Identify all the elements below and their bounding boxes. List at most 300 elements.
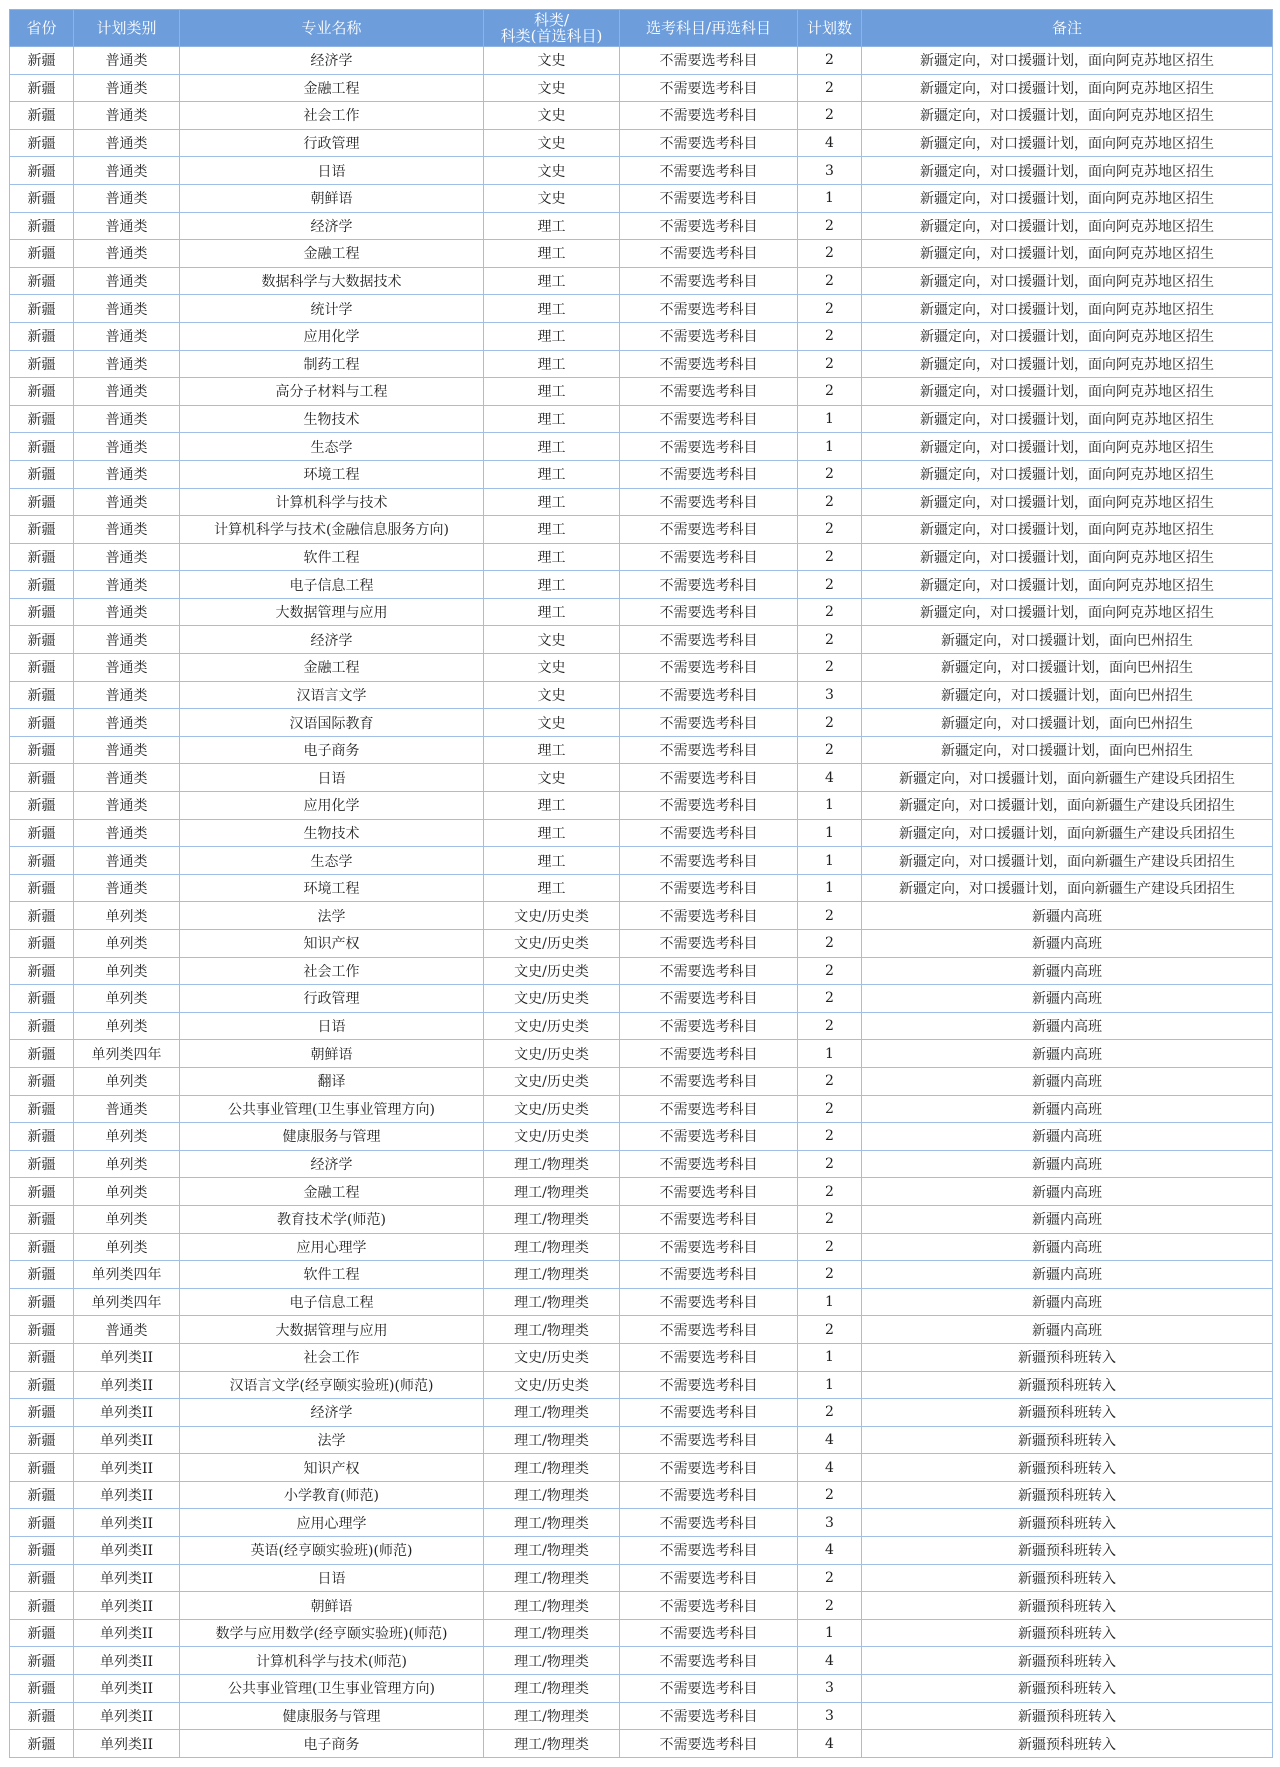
cell-province: 新疆: [10, 405, 74, 433]
table-row: [10, 1399, 1273, 1427]
table-row: [10, 74, 1273, 102]
cell-remarks: 新疆定向，对口援疆计划，面向阿克苏地区招生: [862, 157, 1273, 185]
cell-province: 新疆: [10, 1316, 74, 1344]
cell-major-name: 社会工作: [180, 1343, 484, 1371]
cell-major-name: 金融工程: [180, 74, 484, 102]
cell-plan-count: 2: [798, 212, 862, 240]
cell-plan-category: 普通类: [74, 874, 180, 902]
cell-province: 新疆: [10, 1012, 74, 1040]
cell-major-name: 法学: [180, 1426, 484, 1454]
cell-province: 新疆: [10, 654, 74, 682]
cell-subject-category: 文史: [484, 74, 620, 102]
table-row: [10, 1316, 1273, 1344]
cell-plan-count: 2: [798, 1261, 862, 1289]
cell-remarks: 新疆定向，对口援疆计划，面向阿克苏地区招生: [862, 74, 1273, 102]
cell-province: 新疆: [10, 1040, 74, 1068]
cell-major-name: 计算机科学与技术(师范): [180, 1647, 484, 1675]
cell-elective-subjects: 不需要选考科目: [620, 847, 798, 875]
cell-remarks: 新疆定向，对口援疆计划，面向阿克苏地区招生: [862, 47, 1273, 75]
table-row: [10, 322, 1273, 350]
cell-elective-subjects: 不需要选考科目: [620, 47, 798, 75]
table-row: [10, 543, 1273, 571]
cell-plan-category: 单列类四年: [74, 1040, 180, 1068]
cell-plan-category: 单列类四年: [74, 1288, 180, 1316]
cell-plan-count: 2: [798, 654, 862, 682]
cell-plan-count: 2: [798, 1150, 862, 1178]
cell-plan-category: 单列类: [74, 985, 180, 1013]
cell-subject-category: 理工/物理类: [484, 1399, 620, 1427]
table-row: [10, 819, 1273, 847]
cell-elective-subjects: 不需要选考科目: [620, 736, 798, 764]
cell-remarks: 新疆内高班: [862, 1316, 1273, 1344]
table-header-row: [10, 10, 1273, 47]
cell-remarks: 新疆内高班: [862, 930, 1273, 958]
cell-major-name: 计算机科学与技术: [180, 488, 484, 516]
cell-plan-count: 4: [798, 1647, 862, 1675]
table-row: [10, 295, 1273, 323]
cell-plan-category: 普通类: [74, 792, 180, 820]
cell-major-name: 环境工程: [180, 460, 484, 488]
cell-subject-category: 理工: [484, 212, 620, 240]
cell-remarks: 新疆定向，对口援疆计划，面向阿克苏地区招生: [862, 322, 1273, 350]
table-row: [10, 1288, 1273, 1316]
cell-subject-category: 文史: [484, 654, 620, 682]
cell-elective-subjects: 不需要选考科目: [620, 433, 798, 461]
cell-plan-category: 普通类: [74, 681, 180, 709]
cell-subject-category: 理工: [484, 322, 620, 350]
cell-plan-count: 3: [798, 1509, 862, 1537]
cell-major-name: 数据科学与大数据技术: [180, 267, 484, 295]
cell-major-name: 日语: [180, 1012, 484, 1040]
table-row: [10, 1592, 1273, 1620]
cell-subject-category: 文史/历史类: [484, 1012, 620, 1040]
cell-province: 新疆: [10, 847, 74, 875]
cell-subject-category: 理工/物理类: [484, 1592, 620, 1620]
cell-subject-category: 理工: [484, 571, 620, 599]
cell-plan-count: 2: [798, 985, 862, 1013]
cell-remarks: 新疆定向，对口援疆计划，面向阿克苏地区招生: [862, 460, 1273, 488]
cell-remarks: 新疆预科班转入: [862, 1426, 1273, 1454]
cell-plan-count: 2: [798, 902, 862, 930]
table-row: [10, 460, 1273, 488]
cell-province: 新疆: [10, 295, 74, 323]
cell-major-name: 知识产权: [180, 1454, 484, 1482]
cell-subject-category: 理工/物理类: [484, 1675, 620, 1703]
cell-elective-subjects: 不需要选考科目: [620, 74, 798, 102]
cell-plan-count: 2: [798, 736, 862, 764]
header-subject-category: 科类/ 科类(首选科目): [484, 10, 620, 47]
cell-subject-category: 文史: [484, 681, 620, 709]
cell-province: 新疆: [10, 681, 74, 709]
cell-major-name: 汉语言文学(经亨颐实验班)(师范): [180, 1371, 484, 1399]
cell-province: 新疆: [10, 1399, 74, 1427]
cell-major-name: 电子商务: [180, 1730, 484, 1758]
table-row: [10, 709, 1273, 737]
cell-plan-count: 2: [798, 1123, 862, 1151]
cell-remarks: 新疆预科班转入: [862, 1481, 1273, 1509]
cell-plan-count: 1: [798, 433, 862, 461]
cell-plan-count: 2: [798, 74, 862, 102]
cell-remarks: 新疆定向，对口援疆计划，面向新疆生产建设兵团招生: [862, 819, 1273, 847]
cell-plan-category: 普通类: [74, 543, 180, 571]
cell-province: 新疆: [10, 516, 74, 544]
table-row: [10, 1123, 1273, 1151]
cell-major-name: 金融工程: [180, 654, 484, 682]
table-row: [10, 1012, 1273, 1040]
cell-elective-subjects: 不需要选考科目: [620, 1702, 798, 1730]
cell-plan-count: 1: [798, 1343, 862, 1371]
table-row: [10, 792, 1273, 820]
cell-province: 新疆: [10, 902, 74, 930]
table-row: [10, 516, 1273, 544]
table-row: [10, 1481, 1273, 1509]
cell-major-name: 日语: [180, 1564, 484, 1592]
cell-plan-category: 普通类: [74, 709, 180, 737]
cell-elective-subjects: 不需要选考科目: [620, 1040, 798, 1068]
cell-subject-category: 文史/历史类: [484, 1371, 620, 1399]
table-row: [10, 1426, 1273, 1454]
cell-province: 新疆: [10, 1371, 74, 1399]
table-row: [10, 240, 1273, 268]
table-row: [10, 654, 1273, 682]
cell-elective-subjects: 不需要选考科目: [620, 1481, 798, 1509]
table-row: [10, 571, 1273, 599]
cell-remarks: 新疆预科班转入: [862, 1647, 1273, 1675]
cell-subject-category: 文史/历史类: [484, 902, 620, 930]
cell-remarks: 新疆内高班: [862, 1040, 1273, 1068]
cell-plan-count: 3: [798, 1702, 862, 1730]
cell-remarks: 新疆内高班: [862, 1178, 1273, 1206]
cell-remarks: 新疆定向，对口援疆计划，面向巴州招生: [862, 709, 1273, 737]
cell-elective-subjects: 不需要选考科目: [620, 1537, 798, 1565]
cell-plan-count: 1: [798, 792, 862, 820]
cell-elective-subjects: 不需要选考科目: [620, 1399, 798, 1427]
cell-major-name: 法学: [180, 902, 484, 930]
cell-plan-count: 4: [798, 1426, 862, 1454]
cell-subject-category: 理工/物理类: [484, 1730, 620, 1758]
cell-subject-category: 理工/物理类: [484, 1564, 620, 1592]
header-remarks: 备注: [862, 10, 1273, 47]
cell-subject-category: 理工: [484, 488, 620, 516]
cell-remarks: 新疆定向，对口援疆计划，面向阿克苏地区招生: [862, 129, 1273, 157]
table-row: [10, 1675, 1273, 1703]
cell-plan-count: 1: [798, 1371, 862, 1399]
cell-province: 新疆: [10, 1564, 74, 1592]
cell-elective-subjects: 不需要选考科目: [620, 322, 798, 350]
table-row: [10, 1040, 1273, 1068]
cell-major-name: 电子信息工程: [180, 571, 484, 599]
cell-plan-category: 普通类: [74, 350, 180, 378]
cell-remarks: 新疆定向，对口援疆计划，面向巴州招生: [862, 736, 1273, 764]
cell-plan-count: 2: [798, 1067, 862, 1095]
cell-remarks: 新疆定向，对口援疆计划，面向阿克苏地区招生: [862, 488, 1273, 516]
cell-plan-count: 2: [798, 267, 862, 295]
cell-subject-category: 理工/物理类: [484, 1205, 620, 1233]
cell-province: 新疆: [10, 1178, 74, 1206]
cell-elective-subjects: 不需要选考科目: [620, 212, 798, 240]
cell-elective-subjects: 不需要选考科目: [620, 654, 798, 682]
cell-province: 新疆: [10, 378, 74, 406]
cell-remarks: 新疆预科班转入: [862, 1509, 1273, 1537]
cell-province: 新疆: [10, 240, 74, 268]
cell-subject-category: 理工: [484, 267, 620, 295]
cell-plan-category: 普通类: [74, 240, 180, 268]
cell-plan-count: 2: [798, 295, 862, 323]
cell-plan-count: 1: [798, 874, 862, 902]
table-row: [10, 47, 1273, 75]
cell-plan-count: 1: [798, 405, 862, 433]
cell-major-name: 翻译: [180, 1067, 484, 1095]
table-row: [10, 1730, 1273, 1758]
table-row: [10, 598, 1273, 626]
cell-elective-subjects: 不需要选考科目: [620, 1123, 798, 1151]
cell-elective-subjects: 不需要选考科目: [620, 516, 798, 544]
cell-subject-category: 理工: [484, 240, 620, 268]
cell-subject-category: 文史/历史类: [484, 1095, 620, 1123]
cell-subject-category: 理工: [484, 405, 620, 433]
cell-province: 新疆: [10, 626, 74, 654]
table-body: [10, 47, 1273, 1758]
table-row: [10, 157, 1273, 185]
cell-major-name: 日语: [180, 157, 484, 185]
cell-province: 新疆: [10, 488, 74, 516]
cell-major-name: 英语(经亨颐实验班)(师范): [180, 1537, 484, 1565]
cell-plan-count: 1: [798, 1619, 862, 1647]
cell-province: 新疆: [10, 1702, 74, 1730]
table-row: [10, 874, 1273, 902]
cell-plan-category: 单列类II: [74, 1537, 180, 1565]
cell-elective-subjects: 不需要选考科目: [620, 378, 798, 406]
cell-major-name: 朝鲜语: [180, 1592, 484, 1620]
cell-plan-count: 1: [798, 1288, 862, 1316]
cell-remarks: 新疆定向，对口援疆计划，面向巴州招生: [862, 654, 1273, 682]
cell-subject-category: 理工/物理类: [484, 1316, 620, 1344]
cell-elective-subjects: 不需要选考科目: [620, 1592, 798, 1620]
cell-major-name: 行政管理: [180, 129, 484, 157]
cell-remarks: 新疆定向，对口援疆计划，面向阿克苏地区招生: [862, 267, 1273, 295]
cell-subject-category: 理工: [484, 736, 620, 764]
cell-plan-count: 2: [798, 1095, 862, 1123]
cell-plan-category: 单列类II: [74, 1702, 180, 1730]
cell-elective-subjects: 不需要选考科目: [620, 874, 798, 902]
cell-province: 新疆: [10, 184, 74, 212]
cell-province: 新疆: [10, 1454, 74, 1482]
cell-elective-subjects: 不需要选考科目: [620, 571, 798, 599]
cell-province: 新疆: [10, 102, 74, 130]
cell-elective-subjects: 不需要选考科目: [620, 157, 798, 185]
cell-major-name: 经济学: [180, 626, 484, 654]
cell-major-name: 应用化学: [180, 322, 484, 350]
cell-subject-category: 理工: [484, 378, 620, 406]
cell-plan-category: 单列类II: [74, 1343, 180, 1371]
cell-subject-category: 理工: [484, 433, 620, 461]
cell-province: 新疆: [10, 1261, 74, 1289]
cell-remarks: 新疆内高班: [862, 902, 1273, 930]
cell-major-name: 大数据管理与应用: [180, 1316, 484, 1344]
cell-major-name: 经济学: [180, 212, 484, 240]
cell-province: 新疆: [10, 543, 74, 571]
cell-plan-count: 2: [798, 626, 862, 654]
cell-province: 新疆: [10, 129, 74, 157]
cell-plan-category: 普通类: [74, 764, 180, 792]
cell-plan-count: 2: [798, 322, 862, 350]
cell-elective-subjects: 不需要选考科目: [620, 709, 798, 737]
cell-subject-category: 理工/物理类: [484, 1619, 620, 1647]
cell-remarks: 新疆定向，对口援疆计划，面向新疆生产建设兵团招生: [862, 764, 1273, 792]
cell-subject-category: 理工/物理类: [484, 1288, 620, 1316]
cell-plan-category: 普通类: [74, 847, 180, 875]
table-row: [10, 488, 1273, 516]
cell-plan-count: 2: [798, 378, 862, 406]
cell-plan-count: 2: [798, 1178, 862, 1206]
cell-major-name: 环境工程: [180, 874, 484, 902]
enrollment-plan-table: [9, 9, 1273, 1758]
cell-major-name: 经济学: [180, 1150, 484, 1178]
cell-remarks: 新疆内高班: [862, 957, 1273, 985]
cell-subject-category: 理工/物理类: [484, 1509, 620, 1537]
cell-remarks: 新疆定向，对口援疆计划，面向新疆生产建设兵团招生: [862, 847, 1273, 875]
cell-plan-category: 普通类: [74, 102, 180, 130]
cell-subject-category: 文史: [484, 102, 620, 130]
cell-subject-category: 文史/历史类: [484, 985, 620, 1013]
cell-plan-category: 单列类II: [74, 1399, 180, 1427]
cell-elective-subjects: 不需要选考科目: [620, 1150, 798, 1178]
table-row: [10, 1095, 1273, 1123]
cell-elective-subjects: 不需要选考科目: [620, 1454, 798, 1482]
cell-elective-subjects: 不需要选考科目: [620, 1564, 798, 1592]
cell-remarks: 新疆定向，对口援疆计划，面向巴州招生: [862, 626, 1273, 654]
cell-remarks: 新疆预科班转入: [862, 1702, 1273, 1730]
table-row: [10, 1178, 1273, 1206]
cell-subject-category: 理工: [484, 295, 620, 323]
cell-plan-count: 2: [798, 709, 862, 737]
cell-major-name: 汉语国际教育: [180, 709, 484, 737]
table-row: [10, 1343, 1273, 1371]
cell-plan-category: 单列类II: [74, 1675, 180, 1703]
cell-elective-subjects: 不需要选考科目: [620, 1261, 798, 1289]
cell-elective-subjects: 不需要选考科目: [620, 460, 798, 488]
table-row: [10, 1647, 1273, 1675]
cell-subject-category: 理工/物理类: [484, 1702, 620, 1730]
cell-subject-category: 理工/物理类: [484, 1454, 620, 1482]
cell-plan-category: 单列类: [74, 1178, 180, 1206]
cell-province: 新疆: [10, 736, 74, 764]
cell-elective-subjects: 不需要选考科目: [620, 1095, 798, 1123]
cell-major-name: 电子商务: [180, 736, 484, 764]
header-plan-category: 计划类别: [74, 10, 180, 47]
cell-major-name: 朝鲜语: [180, 184, 484, 212]
cell-plan-category: 普通类: [74, 295, 180, 323]
table-row: [10, 129, 1273, 157]
cell-province: 新疆: [10, 598, 74, 626]
cell-province: 新疆: [10, 157, 74, 185]
cell-plan-category: 单列类II: [74, 1592, 180, 1620]
cell-plan-category: 普通类: [74, 1316, 180, 1344]
cell-elective-subjects: 不需要选考科目: [620, 1205, 798, 1233]
cell-elective-subjects: 不需要选考科目: [620, 129, 798, 157]
cell-plan-category: 普通类: [74, 654, 180, 682]
table-row: [10, 1371, 1273, 1399]
cell-remarks: 新疆预科班转入: [862, 1399, 1273, 1427]
cell-province: 新疆: [10, 1481, 74, 1509]
cell-plan-count: 4: [798, 1537, 862, 1565]
table-row: [10, 1619, 1273, 1647]
cell-plan-category: 普通类: [74, 571, 180, 599]
cell-province: 新疆: [10, 322, 74, 350]
cell-remarks: 新疆预科班转入: [862, 1564, 1273, 1592]
cell-subject-category: 理工: [484, 516, 620, 544]
cell-remarks: 新疆内高班: [862, 1067, 1273, 1095]
cell-plan-count: 2: [798, 1316, 862, 1344]
cell-remarks: 新疆定向，对口援疆计划，面向阿克苏地区招生: [862, 378, 1273, 406]
cell-major-name: 软件工程: [180, 1261, 484, 1289]
cell-plan-count: 2: [798, 598, 862, 626]
table-row: [10, 1261, 1273, 1289]
cell-major-name: 健康服务与管理: [180, 1702, 484, 1730]
cell-major-name: 生物技术: [180, 819, 484, 847]
cell-province: 新疆: [10, 433, 74, 461]
cell-province: 新疆: [10, 74, 74, 102]
table-row: [10, 102, 1273, 130]
cell-plan-count: 2: [798, 1233, 862, 1261]
cell-province: 新疆: [10, 1095, 74, 1123]
cell-province: 新疆: [10, 1343, 74, 1371]
cell-major-name: 制药工程: [180, 350, 484, 378]
cell-major-name: 健康服务与管理: [180, 1123, 484, 1151]
cell-major-name: 教育技术学(师范): [180, 1205, 484, 1233]
cell-plan-count: 2: [798, 488, 862, 516]
cell-plan-count: 2: [798, 930, 862, 958]
cell-province: 新疆: [10, 1426, 74, 1454]
cell-remarks: 新疆内高班: [862, 1205, 1273, 1233]
cell-major-name: 小学教育(师范): [180, 1481, 484, 1509]
table-row: [10, 1509, 1273, 1537]
cell-plan-category: 单列类II: [74, 1647, 180, 1675]
cell-remarks: 新疆内高班: [862, 1233, 1273, 1261]
table-row: [10, 847, 1273, 875]
cell-remarks: 新疆内高班: [862, 1123, 1273, 1151]
cell-plan-count: 3: [798, 681, 862, 709]
cell-plan-count: 3: [798, 157, 862, 185]
cell-elective-subjects: 不需要选考科目: [620, 957, 798, 985]
cell-province: 新疆: [10, 1592, 74, 1620]
cell-plan-category: 单列类: [74, 930, 180, 958]
cell-plan-count: 2: [798, 516, 862, 544]
cell-elective-subjects: 不需要选考科目: [620, 488, 798, 516]
cell-province: 新疆: [10, 819, 74, 847]
cell-plan-count: 4: [798, 764, 862, 792]
cell-province: 新疆: [10, 1619, 74, 1647]
cell-plan-category: 普通类: [74, 212, 180, 240]
cell-plan-count: 2: [798, 957, 862, 985]
cell-elective-subjects: 不需要选考科目: [620, 792, 798, 820]
cell-plan-category: 普通类: [74, 736, 180, 764]
table-row: [10, 1205, 1273, 1233]
cell-major-name: 生物技术: [180, 405, 484, 433]
cell-plan-count: 2: [798, 571, 862, 599]
cell-plan-category: 普通类: [74, 157, 180, 185]
cell-province: 新疆: [10, 985, 74, 1013]
cell-province: 新疆: [10, 764, 74, 792]
cell-subject-category: 文史: [484, 157, 620, 185]
cell-major-name: 汉语言文学: [180, 681, 484, 709]
cell-major-name: 公共事业管理(卫生事业管理方向): [180, 1675, 484, 1703]
cell-remarks: 新疆定向，对口援疆计划，面向巴州招生: [862, 681, 1273, 709]
cell-subject-category: 文史/历史类: [484, 1123, 620, 1151]
cell-plan-category: 单列类: [74, 1067, 180, 1095]
cell-major-name: 生态学: [180, 433, 484, 461]
cell-remarks: 新疆预科班转入: [862, 1537, 1273, 1565]
